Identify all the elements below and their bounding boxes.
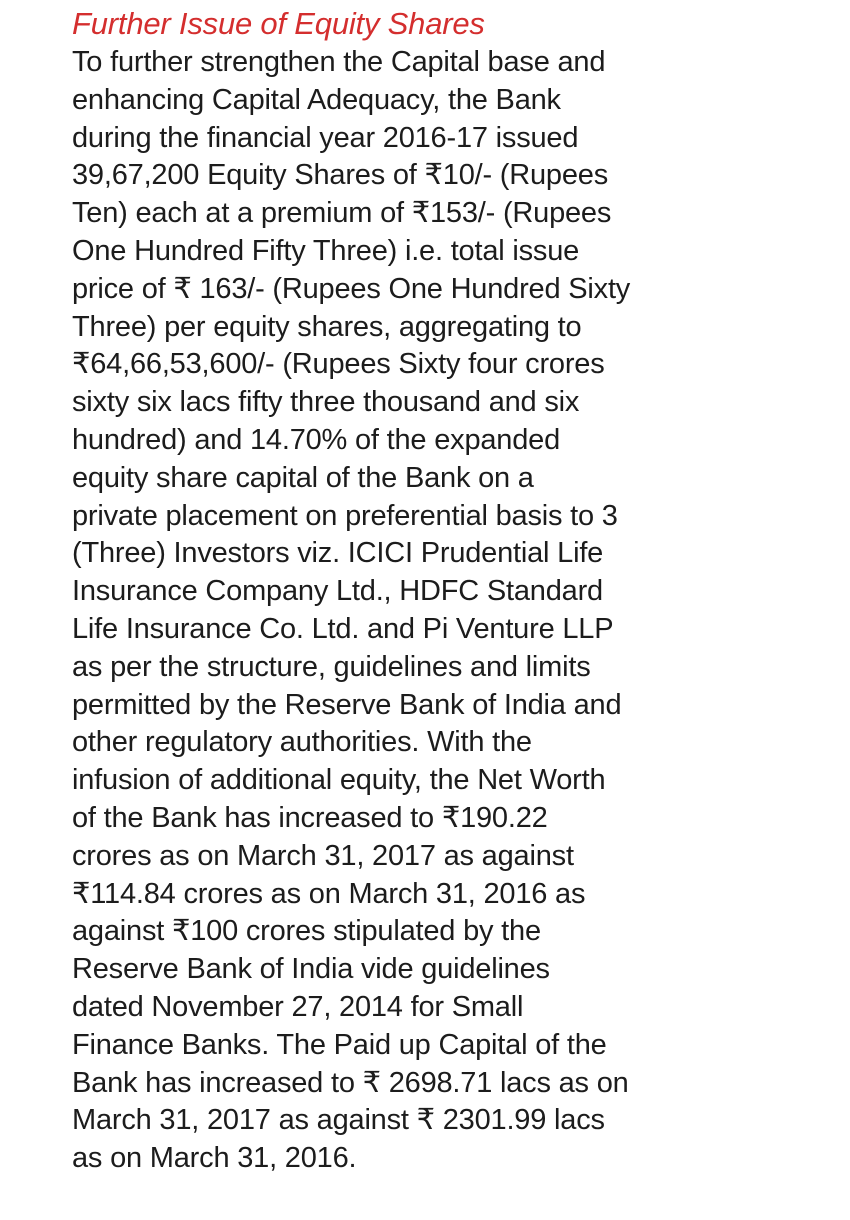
paragraph-line: ₹64,66,53,600/- (Rupees Sixty four crores: [72, 348, 605, 381]
paragraph-line: To further strengthen the Capital base and: [72, 46, 606, 78]
paragraph-line: Life Insurance Co. Ltd. and Pi Venture LLP: [72, 612, 614, 645]
paragraph-line: sixty six lacs fifty three thousand and six: [72, 386, 580, 419]
paragraph-line: infusion of additional equity, the Net Worth: [72, 764, 606, 797]
paragraph-line: ₹114.84 crores as on March 31, 2016 as: [72, 877, 586, 910]
paragraph-line: hundred) and 14.70% of the expanded: [72, 423, 561, 456]
paragraph-line: as per the structure, guidelines and limits: [72, 650, 591, 683]
paragraph-line: permitted by the Reserve Bank of India and: [72, 688, 622, 721]
paragraph-line: Reserve Bank of India vide guidelines: [72, 953, 550, 986]
paragraph-line: dated November 27, 2014 for Small: [72, 990, 524, 1023]
paragraph-line: 39,67,200 Equity Shares of ₹10/- (Rupees: [72, 159, 609, 192]
paragraph-line: during the financial year 2016-17 issued: [72, 121, 579, 154]
paragraph-line: Bank has increased to ₹ 2698.71 lacs as on: [72, 1066, 629, 1099]
document-section: [72, 4, 772, 1178]
paragraph-line: as on March 31, 2016.: [72, 1142, 357, 1175]
section-heading: Further Issue of Equity Shares: [72, 6, 485, 41]
paragraph-line: One Hundred Fifty Three) i.e. total issue: [72, 234, 580, 267]
paragraph-line: other regulatory authorities. With the: [72, 726, 532, 759]
paragraph-line: equity share capital of the Bank on a: [72, 461, 534, 494]
paragraph-line: March 31, 2017 as against ₹ 2301.99 lacs: [72, 1104, 605, 1137]
paragraph-line: Finance Banks. The Paid up Capital of the: [72, 1028, 607, 1061]
paragraph-line: enhancing Capital Adequacy, the Bank: [72, 83, 561, 116]
paragraph-line: Three) per equity shares, aggregating to: [72, 310, 582, 343]
paragraph-line: (Three) Investors viz. ICICI Prudential Life: [72, 537, 604, 570]
paragraph-line: Insurance Company Ltd., HDFC Standard: [72, 575, 603, 608]
paragraph-line: price of ₹ 163/- (Rupees One Hundred Sixty: [72, 272, 631, 305]
paragraph-line: private placement on preferential basis to 3: [72, 499, 618, 532]
paragraph-line: Ten) each at a premium of ₹153/- (Rupees: [72, 197, 612, 230]
section-paragraph: [72, 44, 772, 1178]
paragraph-line: of the Bank has increased to ₹190.22: [72, 801, 548, 834]
paragraph-line: against ₹100 crores stipulated by the: [72, 915, 541, 948]
paragraph-line: crores as on March 31, 2017 as against: [72, 839, 574, 872]
